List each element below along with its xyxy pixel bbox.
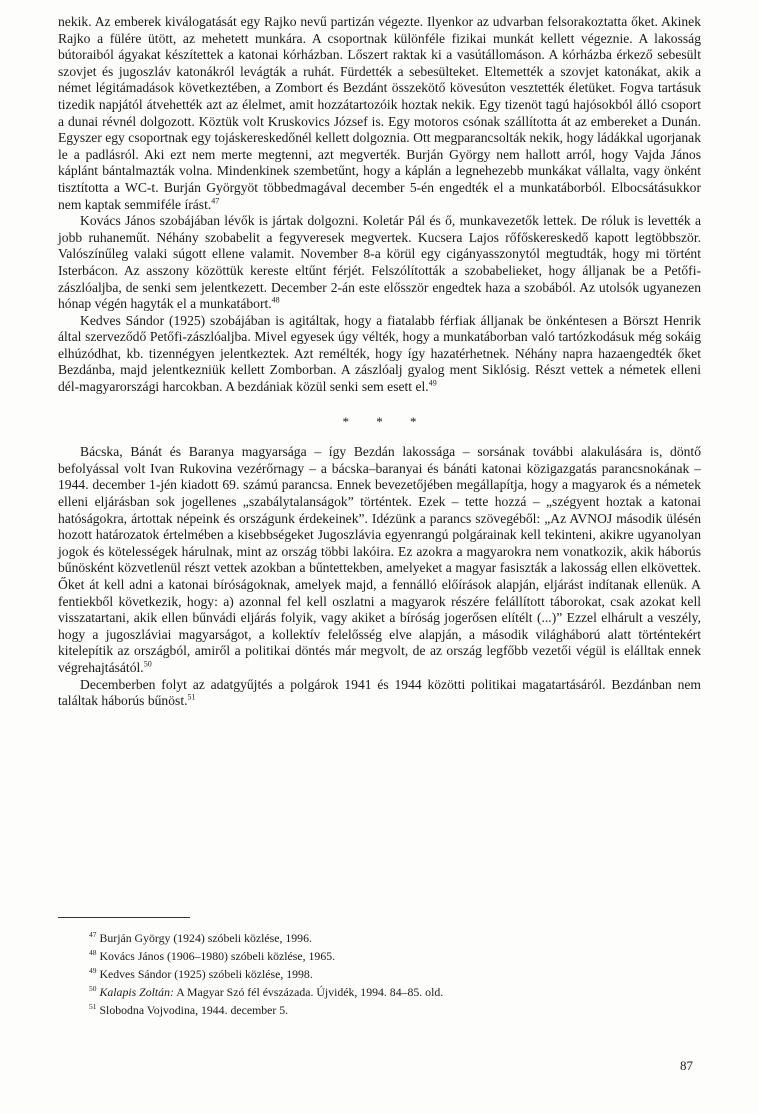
page-number: 87: [680, 1058, 693, 1073]
footnote-51: $^{51}$ Slobodna Vojvodina, 1944. december 5.: [89, 1002, 289, 1017]
footnote-50: $^{50}$ Kalapis Zoltán: A Magyar Szó fél évszázada. Újvidék, 1994. 84–85. old.: [89, 984, 444, 999]
footnote-47: $^{47}$ Burján György (1924) szóbeli közlése, 1996.: [89, 930, 312, 945]
paragraph-3: Kedves Sándor (1925) szobájában is agitáltak, hogy a fiatalabb férfiak álljanak be önkéntesen a Börszt Henrik által szerveződő Petőfi-zászlóaljba. Mivel egyesek úgy vélték, hogy a munkatáborban való tartózkodásuk még sokáig elhúzódhat, kb. tizennégyen jelentkeztek. Azt remélték, hogy így hazatérhetnek. Néhány napra hazaengedték őket Bezdánba, majd jelentkezniük kellett Zomborban. A zászlóalj gyalog ment Siklósig. Részt vettek a németek elleni dél-magyarországi harcokban. A bezdániak közül senki sem esett el.$^{49}$: [58, 312, 701, 395]
footnote-49: $^{49}$ Kedves Sándor (1925) szóbeli közlése, 1998.: [89, 966, 313, 981]
section-separator: * * *: [342, 413, 429, 429]
paragraph-1: nekik. Az emberek kiválogatását egy Rajko nevű partizán végezte. Ilyenkor az udvarban felsorakoztatta őket. Akinek Rajko a fülére ütött, az mehetett munkára. A csoportnak különféle fizikai munkát kellett végeznie. A lakosság bútoraiból ágyakat készítettek a katonai kórházban. Lőszert raktak ki a vasútállomáson. A kórházba érkező sebesült szovjet és jugoszláv katonákról levágták a ruhát. Fürdették a sebesülteket. Eltemették a szovjet katonákat, akik a német légitámadások következtében, a Zombort és Bezdánt összekötő kövesúton vesztették életüket. Fogva tartásuk tizedik napjától átvehették azt az élelmet, amit hozzátartozóik hoztak nekik. Egy tizenöt tagú hajósokból álló csoport a dunai révnél dolgozott. Köztük volt Kruskovics József is. Egy motoros csónak szállította át az embereket a Dunán. Egyszer egy csoportnak egy tojáskereskedőnél kellett dolgoznia. Ott megparancsolták nekik, hogy ládákkal ugorjanak le a padlásról. Aki ezt nem merte megtenni, azt megverték. Burján György nem hallott arról, hogy Vajda János káplánt bántalmazták volna. Mindenkinek szembetűnt, hogy a káplán a legnehezebb munkákat vállalta, vagy önként tisztította a WC-t. Burján Györgyöt többedmagával december 5-én engedték el a munkatáborból. Elbocsátásukkor nem kaptak semmiféle írást.$^{47}$: [58, 14, 701, 212]
footnote-divider: [58, 917, 190, 918]
note-ref-48[interactable]: 48: [271, 295, 280, 305]
paragraph-2: Kovács János szobájában lévők is jártak dolgozni. Koletár Pál és ő, munkavezetők lettek. De róluk is levették a jobb ruhaneműt. Néhány szobabelit a fegyveresek megvertek. Kucsera Lajos rőfőskereskedő kapott legtöbbször. Valószínűleg valaki súgott ellene valamit. November 8-a körül egy cigányasszonytól megtudták, hogy mi történt Isterbácon. Az asszony közöttük kereste eltűnt férjét. Felszólították a szobabelieket, hogy álljanak be a Petőfi-zászlóaljba, de senki sem jelentkezett. December 2-án este elősször engedtek haza a szobából. Az utolsók ugyanezen hónap végén hagyták el a munkatábort.$^{48}$: [58, 213, 701, 312]
note-ref-47[interactable]: 47: [211, 196, 220, 205]
footnotes: [89, 929, 689, 1019]
note-ref-51[interactable]: 51: [187, 692, 196, 702]
note-ref-50[interactable]: 50: [143, 659, 152, 669]
note-ref-49[interactable]: 49: [428, 378, 437, 388]
body-text: [58, 14, 701, 710]
paragraph-4: Bácska, Bánát és Baranya magyarsága – így Bezdán lakossága – sorsának további alakulására is, döntő befolyással volt Ivan Rukovina vezérőrnagy – a bácska–baranyai és bánáti katonai közigazgatás parancsnokának – 1944. december 1-jén kiadott 69. számú parancsa. Ennek bevezetőjében megállapítja, hogy a magyarok és a németek elleni eljárásban sok jogellenes „szabálytalanságok” történtek. Ezek – tette hozzá – „szégyent hoztak a katonai hatóságokra, ártottak népeink és országunk érdekeinek”. Idézünk a parancs szövegéből: „Az AVNOJ második ülésén hozott határozatok értelmében a kisebbségeket Jugoszlávia egyenrangú polgárainak kell tekinteni, akikre ugyanolyan jogok és kötelességek hárulnak, mint az ország többi lakóira. Ez azokra a magyarokra nem vonatkozik, akik háborús bűnösként közvetlenül részt vettek azokban a bűntettekben, amelyeket a magyar fasiszták a lakosság ellen elkövettek. Őket át kell adni a katonai bíróságoknak, amelyek majd, a fennálló előírások alapján, eljárást indítanak ellenük. A fentiekből következik, hogy: a) azonnal fel kell oszlatni a magyarok részére felállított táborokat, csak azokat kell visszatartani, akik ellen bűnvádi eljárás folyik, vagy akiket a bíróság jogerősen elítélt (...)” Ezzel elhárult a veszély, hogy a jugoszláviai magyarságot, a kollektív felelősség elve alapján, a második világháború alatt történtekért kitelepítik az országból, amiről a politikai döntés már megvolt, de az ország legfőbb vezetői végül is elálltak ennek végrehajtásától.$^{50}$: [58, 444, 701, 675]
paragraph-5: Decemberben folyt az adatgyűjtés a polgárok 1941 és 1944 közötti politikai magatartásáról. Bezdánban nem találtak háborús bűnöst.$^{51}$: [58, 676, 701, 709]
footnote-48: $^{48}$ Kovács János (1906–1980) szóbeli közlése, 1965.: [89, 948, 336, 963]
